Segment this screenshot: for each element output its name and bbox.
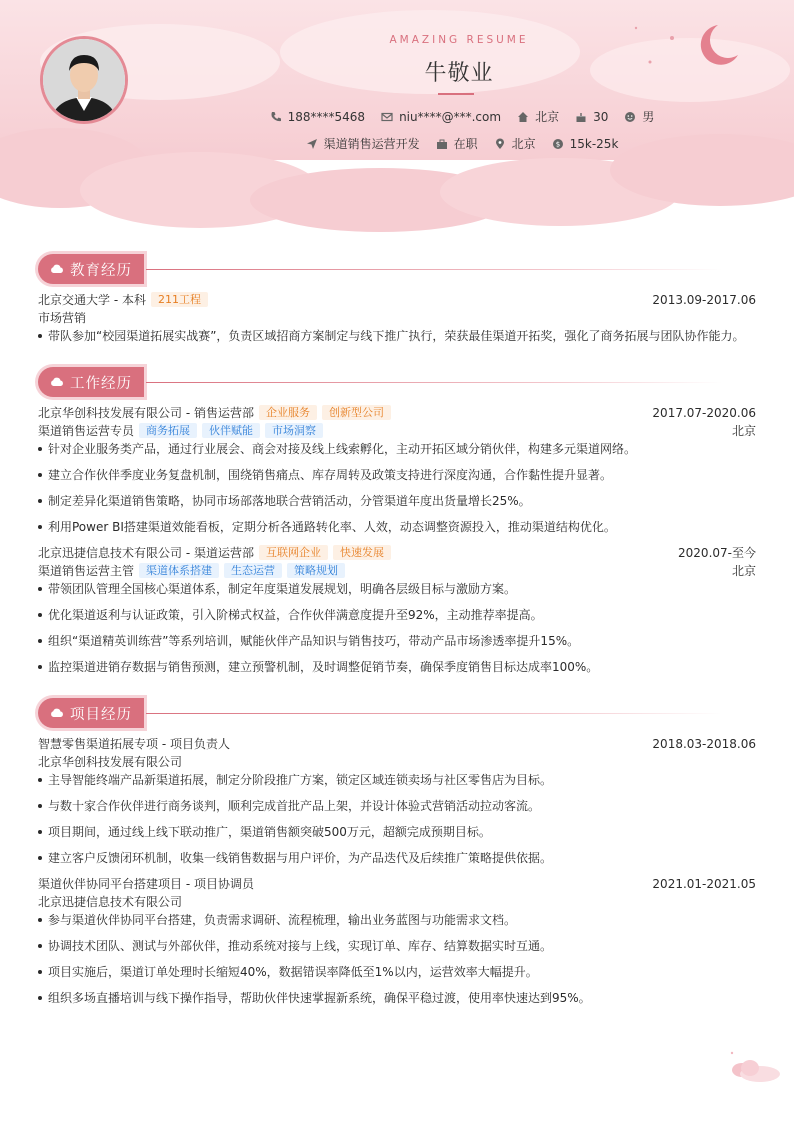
entry-date: 2021.01-2021.05 <box>652 877 756 891</box>
skill-tag: 伙伴赋能 <box>202 423 260 438</box>
major: 市场营销 <box>38 311 87 325</box>
intent-job-item <box>306 135 420 152</box>
entry-date: 2017.07-2020.06 <box>652 406 756 420</box>
job-location: 北京 <box>731 424 756 438</box>
contact-info-row <box>130 108 794 125</box>
school-line: 北京交通大学 - 本科 <box>38 293 146 307</box>
job-title-line <box>38 422 756 440</box>
bullet-item: 协调技术团队、测试与外部伙伴，推动系统对接与上线，实现订单、库存、结算数据实时互通。 <box>38 937 756 963</box>
cloud-icon <box>50 377 64 387</box>
cloud-icon <box>50 264 64 274</box>
skill-tag: 市场洞察 <box>265 423 323 438</box>
work-entry <box>38 404 756 540</box>
intent-city-text: 北京 <box>511 137 536 151</box>
entry-header <box>38 404 756 422</box>
job-title: 渠道销售运营专员 <box>38 424 135 438</box>
phone-icon <box>270 111 282 123</box>
phone-item <box>270 110 365 124</box>
entry-date: 2020.07-至今 <box>678 546 756 560</box>
section-divider <box>146 269 722 270</box>
school-tag: 211工程 <box>151 292 208 307</box>
bullet-item: 组织多场直播培训与线下操作指导，帮助伙伴快速掌握新系统，确保平稳过渡，使用率快速达到95%。 <box>38 989 756 1015</box>
resume-header <box>0 0 794 232</box>
bullet-item: 项目期间，通过线上线下联动推广，渠道销售额突破500万元，超额完成预期目标。 <box>38 823 756 849</box>
intent-job-text: 渠道销售运营开发 <box>323 137 420 151</box>
briefcase-icon <box>436 138 448 150</box>
section-divider <box>146 713 722 714</box>
phone-text: 188****5468 <box>287 109 366 124</box>
bullet-item: 组织“渠道精英训练营”等系列培训，赋能伙伴产品知识与销售技巧，带动产品市场渗透率提升15%。 <box>38 632 756 658</box>
bullet-item: 优化渠道返利与认证政策，引入阶梯式权益，合作伙伴满意度提升至92%，主动推荐率提高。 <box>38 606 756 632</box>
company-tag: 互联网企业 <box>259 545 328 560</box>
work-entry <box>38 544 756 684</box>
gender-text: 男 <box>642 110 655 124</box>
bullet-item: 建立合作伙伴季度业务复盘机制，围绕销售痛点、库存周转及政策支持进行深度沟通，合作黏性提升显著。 <box>38 466 756 492</box>
intent-city-item <box>494 135 536 152</box>
skill-tag: 渠道体系搭建 <box>139 563 219 578</box>
bullet-item: 参与渠道伙伴协同平台搭建，负责需求调研、流程梳理，输出业务蓝图与功能需求文档。 <box>38 911 756 937</box>
entry-header <box>38 735 756 753</box>
bullet-item: 带领团队管理全国核心渠道体系，制定年度渠道发展规划，明确各层级目标与激励方案。 <box>38 580 756 606</box>
city-item <box>517 108 559 125</box>
home-icon <box>517 111 529 123</box>
status-text: 在职 <box>453 137 478 151</box>
section-title-pill <box>38 254 144 284</box>
company-tag: 快速发展 <box>333 545 391 560</box>
section-title-pill <box>38 367 144 397</box>
company-tag: 创新型公司 <box>322 405 391 420</box>
money-icon <box>552 138 564 150</box>
job-title: 渠道销售运营主管 <box>38 564 135 578</box>
section-title: 项目经历 <box>70 706 132 723</box>
section-title: 教育经历 <box>70 262 132 279</box>
location-pin-icon <box>494 138 506 150</box>
company-line: 北京迅捷信息技术有限公司 - 渠道运营部 <box>38 546 254 560</box>
section-header <box>38 254 756 284</box>
skill-tag: 商务拓展 <box>139 423 197 438</box>
email-item <box>381 110 501 124</box>
section-header <box>38 698 756 728</box>
work-section <box>38 367 756 674</box>
bullet-item: 主导智能终端产品新渠道拓展，制定分阶段推广方案，锁定区域连锁卖场与社区零售店为目标。 <box>38 771 756 797</box>
company-line: 北京华创科技发展有限公司 - 销售运营部 <box>38 406 254 420</box>
bullet-item: 与数十家合作伙伴进行商务谈判，顺利完成首批产品上架，并设计体验式营销活动拉动客流。 <box>38 797 756 823</box>
salary-text: 15k-25k <box>569 136 619 151</box>
section-divider <box>146 382 722 383</box>
project-company: 北京迅捷信息技术有限公司 <box>38 895 183 909</box>
entry-date: 2018.03-2018.06 <box>652 737 756 751</box>
education-section <box>38 254 756 343</box>
candidate-name: 牛敬业 <box>424 61 494 86</box>
project-entry <box>38 735 756 871</box>
city-text: 北京 <box>535 110 560 124</box>
bullet-item: 监控渠道进销存数据与销售预测，建立预警机制，及时调整促销节奏，确保季度销售目标达成率100%。 <box>38 658 756 684</box>
section-title-pill <box>38 698 144 728</box>
status-item <box>436 135 478 152</box>
gender-item <box>624 108 654 125</box>
bullet-item: 制定差异化渠道销售策略，协同市场部落地联合营销活动，分管渠道年度出货量增长25%。 <box>38 492 756 518</box>
company-tag: 企业服务 <box>259 405 317 420</box>
bullet-item: 项目实施后，渠道订单处理时长缩短40%，数据错误率降低至1%以内，运营效率大幅提升。 <box>38 963 756 989</box>
skill-tag: 策略规划 <box>287 563 345 578</box>
send-icon <box>306 138 318 150</box>
cloud-icon <box>50 708 64 718</box>
age-item <box>575 110 608 124</box>
section-title: 工作经历 <box>70 375 132 392</box>
salary-item <box>552 137 619 151</box>
job-location: 北京 <box>731 564 756 578</box>
project-name: 智慧零售渠道拓展专项 - 项目负责人 <box>38 737 230 751</box>
email-text: niu****@***.com <box>399 109 502 124</box>
entry-header <box>38 544 756 562</box>
bullet-item: 利用Power BI搭建渠道效能看板，定期分析各通路转化率、人效，动态调整资源投入，推动渠道结构优化。 <box>38 518 756 540</box>
svg-text:$: $ <box>555 140 560 149</box>
name-underline <box>438 93 474 95</box>
job-title-line <box>38 562 756 580</box>
project-name: 渠道伙伴协同平台搭建项目 - 项目协调员 <box>38 877 254 891</box>
brand-text: AMAZING RESUME <box>389 34 529 46</box>
face-icon <box>624 111 636 123</box>
bullet-item: 带队参加“校园渠道拓展实战赛”，负责区域招商方案制定与线下推广执行，荣获最佳渠道开拓奖，强化了商务拓展与团队协作能力。 <box>38 327 756 353</box>
intent-info-row <box>130 135 794 152</box>
project-section <box>38 698 756 1005</box>
bullet-item: 建立客户反馈闭环机制，收集一线销售数据与用户评价，为产品迭代及后续推广策略提供依据。 <box>38 849 756 871</box>
skill-tag: 生态运营 <box>224 563 282 578</box>
entry-header <box>38 875 756 893</box>
section-header <box>38 367 756 397</box>
cloud-decoration <box>728 1050 784 1086</box>
project-entry <box>38 875 756 1015</box>
email-icon <box>381 111 393 123</box>
project-company: 北京华创科技发展有限公司 <box>38 755 183 769</box>
bullet-item: 针对企业服务类产品，通过行业展会、商会对接及线上线索孵化，主动开拓区域分销伙伴，构建多元渠道网络。 <box>38 440 756 466</box>
cake-icon <box>575 111 587 123</box>
education-entry <box>38 291 756 353</box>
entry-header <box>38 291 756 309</box>
age-text: 30 <box>593 109 609 124</box>
entry-date: 2013.09-2017.06 <box>652 293 756 307</box>
